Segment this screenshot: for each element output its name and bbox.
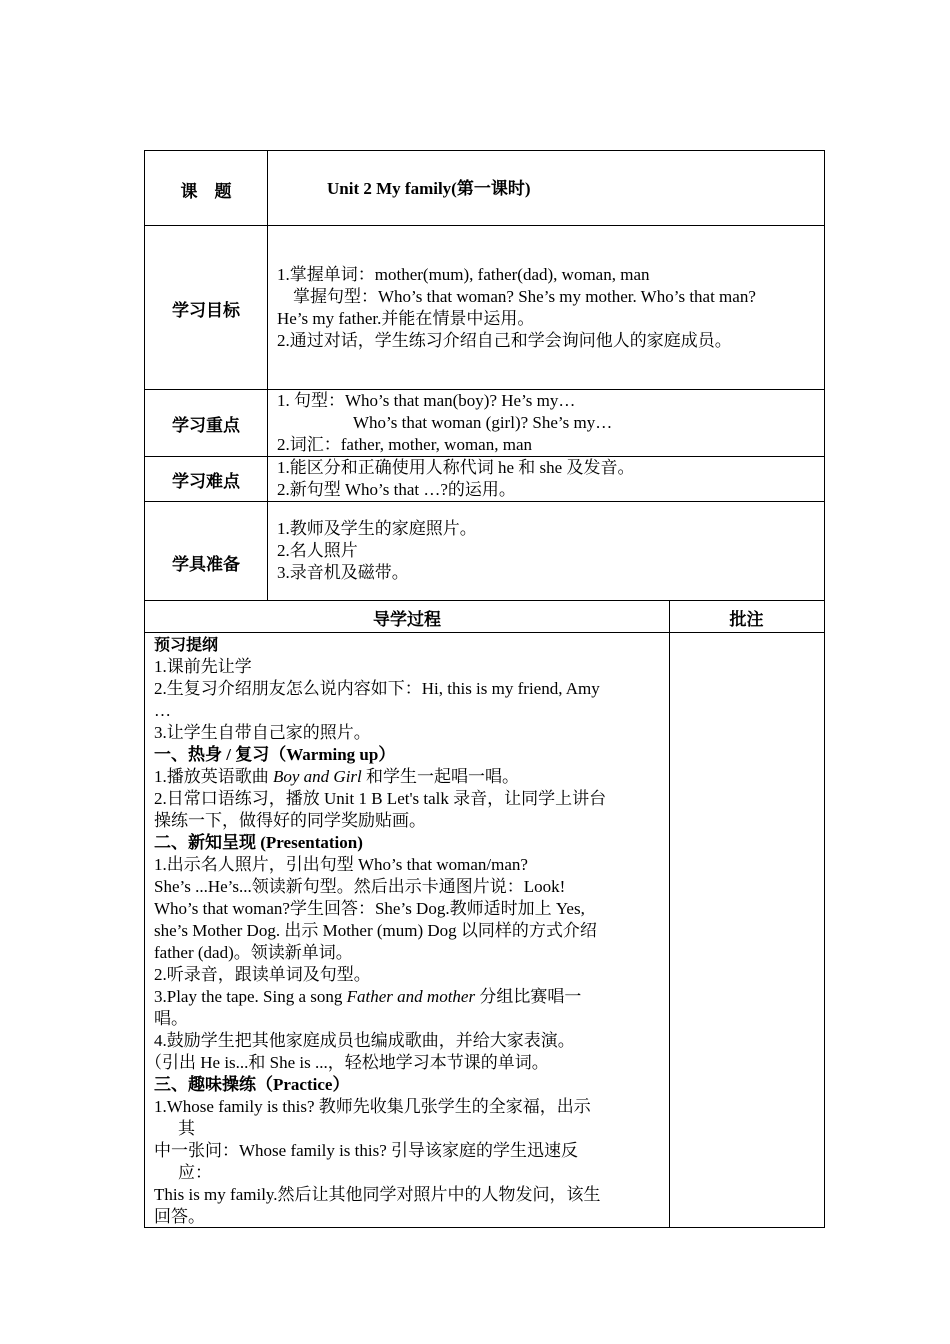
difficulty-label: 学习难点	[172, 472, 240, 492]
goals-line: 1.掌握单词：mother(mum), father(dad), woman, man	[277, 265, 650, 284]
process-line: 其	[178, 1119, 195, 1138]
process-line: （引出 He is...和 She is ...，轻松地学习本节课的单词。	[145, 1053, 549, 1072]
focus-label: 学习重点	[172, 416, 240, 436]
lesson-title: Unit 2 My family(第一课时)	[327, 179, 531, 198]
practice-title: 三、趣味操练（Practice）	[154, 1075, 350, 1094]
process-line: 3.让学生自带自己家的照片。	[154, 723, 371, 742]
process-line: …	[154, 701, 171, 720]
process-line: This is my family.然后让其他同学对照片中的人物发问，该生	[154, 1185, 601, 1204]
goals-label: 学习目标	[172, 301, 240, 321]
process-line: 回答。	[154, 1207, 205, 1226]
goals-line: 2.通过对话，学生练习介绍自己和学会询问他人的家庭成员。	[277, 331, 732, 350]
materials-line: 1.教师及学生的家庭照片。	[277, 519, 477, 538]
process-line: She’s ...He’s...领读新句型。然后出示卡通图片说：Look!	[154, 877, 566, 896]
process-line: 1.播放英语歌曲 Boy and Girl 和学生一起唱一唱。	[154, 767, 520, 786]
notes-column-divider	[669, 600, 670, 1227]
row-divider	[145, 600, 824, 601]
process-line: 1.Whose family is this? 教师先收集几张学生的全家福，出示	[154, 1097, 591, 1116]
presentation-title: 二、新知呈现 (Presentation)	[154, 833, 363, 852]
process-line: 1.出示名人照片，引出句型 Who’s that woman/man?	[154, 855, 528, 874]
process-line: 2.生复习介绍朋友怎么说内容如下：Hi, this is my friend, Amy	[154, 679, 600, 698]
warmup-title: 一、热身 / 复习（Warming up）	[154, 745, 396, 764]
materials-label: 学具准备	[172, 555, 240, 575]
song-title: Boy and Girl	[273, 767, 362, 786]
focus-line: Who’s that woman (girl)? She’s my…	[353, 413, 613, 432]
process-line: father (dad)。领读新单词。	[154, 943, 353, 962]
process-line: 2.日常口语练习，播放 Unit 1 B Let's talk 录音，让同学上讲台	[154, 789, 607, 808]
materials-line: 2.名人照片	[277, 541, 358, 560]
difficulty-line: 2.新句型 Who’s that …?的运用。	[277, 480, 516, 499]
process-line: 唱。	[154, 1009, 188, 1028]
process-line: Who’s that woman?学生回答：She’s Dog.教师适时加上 Yes,	[154, 899, 585, 918]
difficulty-line: 1.能区分和正确使用人称代词 he 和 she 及发音。	[277, 458, 635, 477]
process-line: 4.鼓励学生把其他家庭成员也编成歌曲，并给大家表演。	[154, 1031, 575, 1050]
process-line: she’s Mother Dog. 出示 Mother (mum) Dog 以同样的方式介绍	[154, 921, 597, 940]
focus-line: 2.词汇：father, mother, woman, man	[277, 435, 532, 454]
process-line: 2.听录音，跟读单词及句型。	[154, 965, 371, 984]
preview-title: 预习提纲	[154, 635, 219, 654]
process-line: 中一张问：Whose family is this? 引导该家庭的学生迅速反	[154, 1141, 579, 1160]
row-divider	[145, 225, 824, 226]
row-divider	[145, 501, 824, 502]
process-line: 操练一下，做得好的同学奖励贴画。	[154, 811, 426, 830]
process-header: 导学过程	[373, 610, 441, 630]
goals-line: He’s my father.并能在情景中运用。	[277, 309, 535, 328]
row-divider	[145, 632, 824, 633]
focus-line: 1. 句型：Who’s that man(boy)? He’s my…	[277, 391, 576, 410]
process-line: 应：	[178, 1163, 212, 1182]
process-line: 3.Play the tape. Sing a song Father and mother 分组比赛唱一	[154, 987, 582, 1006]
process-line: 1.课前先让学	[154, 657, 252, 676]
materials-line: 3.录音机及磁带。	[277, 563, 409, 582]
song-title: Father and mother	[346, 987, 476, 1006]
title-label: 课 题	[180, 182, 232, 202]
notes-header: 批注	[729, 610, 764, 630]
label-column-divider	[267, 151, 268, 600]
goals-line: 掌握句型：Who’s that woman? She’s my mother. Who’s that man?	[293, 287, 756, 306]
lesson-plan-table	[144, 150, 825, 1228]
